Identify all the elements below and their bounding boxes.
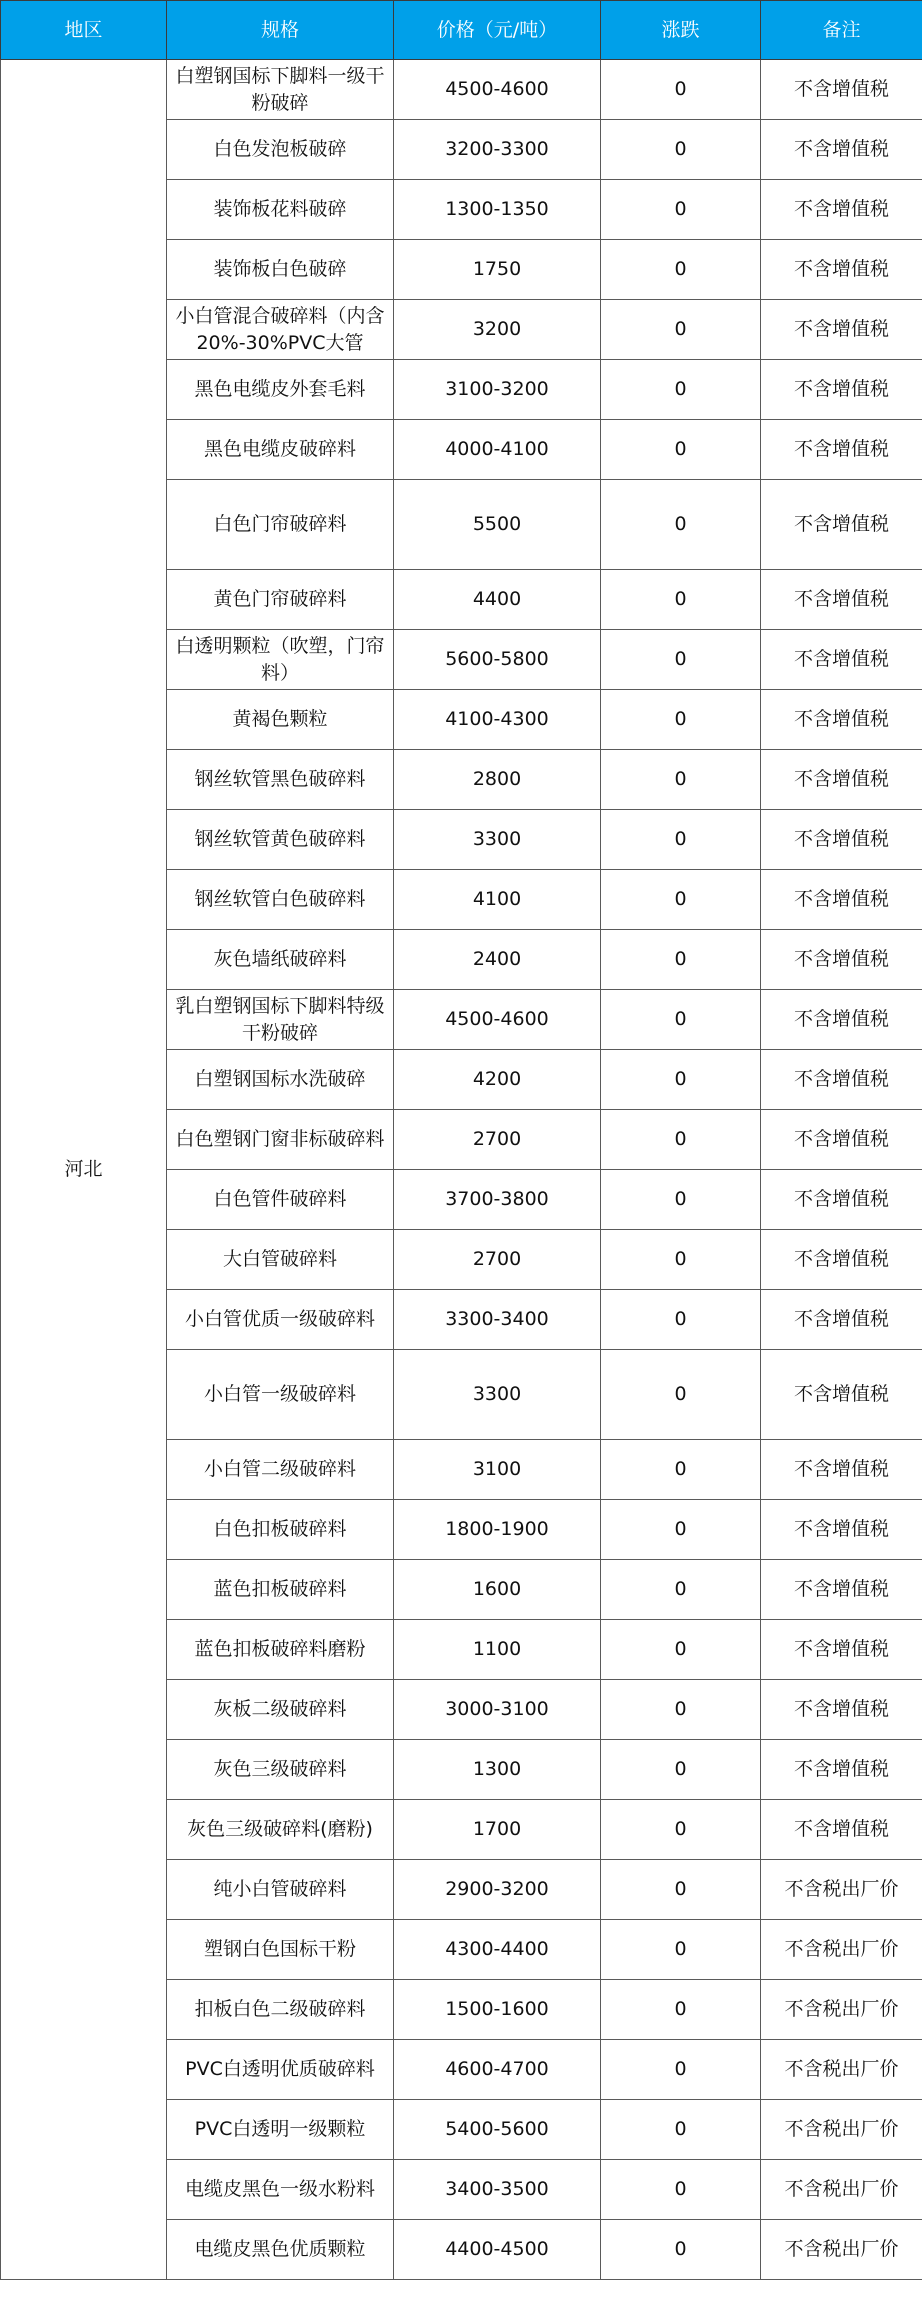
- price-cell: 4200: [394, 1050, 601, 1110]
- spec-text: 钢丝软管黑色破碎料: [194, 768, 366, 790]
- region-cell: 河北: [1, 60, 167, 2280]
- price-cell: 1300: [394, 1740, 601, 1800]
- change-cell: 0: [601, 1800, 761, 1860]
- spec-text: 小白管优质一级破碎料: [184, 1308, 375, 1330]
- note-cell: 不含增值税: [761, 60, 922, 120]
- price-cell: 3300-3400: [394, 1290, 601, 1350]
- change-cell: 0: [601, 180, 761, 240]
- spec-cell: [167, 1860, 394, 1920]
- change-cell: 0: [601, 120, 761, 180]
- spec-cell: [167, 1110, 394, 1170]
- note-cell: 不含增值税: [761, 1800, 922, 1860]
- note-cell: 不含增值税: [761, 1560, 922, 1620]
- price-cell: 4500-4600: [394, 60, 601, 120]
- spec-text: 白色管件破碎料: [213, 1188, 347, 1210]
- change-cell: 0: [601, 2100, 761, 2160]
- spec-text: 蓝色扣板破碎料磨粉: [194, 1638, 366, 1660]
- price-cell: 4600-4700: [394, 2040, 601, 2100]
- spec-cell: [167, 990, 394, 1050]
- change-cell: 0: [601, 1110, 761, 1170]
- spec-cell: [167, 240, 394, 300]
- price-cell: 4100-4300: [394, 690, 601, 750]
- price-cell: 4500-4600: [394, 990, 601, 1050]
- header-price: 价格（元/吨）: [394, 1, 601, 60]
- change-cell: 0: [601, 1920, 761, 1980]
- price-cell: 1300-1350: [394, 180, 601, 240]
- note-cell: 不含增值税: [761, 240, 922, 300]
- spec-text: 电缆皮黑色一级水粉料: [184, 2178, 375, 2200]
- spec-text: 白色发泡板破碎: [213, 138, 347, 160]
- spec-text: 黑色电缆皮外套毛料: [194, 378, 366, 400]
- spec-text: 纯小白管破碎料: [213, 1878, 347, 1900]
- price-cell: 3400-3500: [394, 2160, 601, 2220]
- price-cell: 1100: [394, 1620, 601, 1680]
- spec-cell: [167, 1170, 394, 1230]
- spec-cell: [167, 2220, 394, 2280]
- price-cell: 3000-3100: [394, 1680, 601, 1740]
- note-cell: 不含增值税: [761, 1170, 922, 1230]
- change-cell: 0: [601, 810, 761, 870]
- change-cell: 0: [601, 750, 761, 810]
- spec-text: 灰色三级破碎料: [213, 1758, 347, 1780]
- change-cell: 0: [601, 1170, 761, 1230]
- spec-cell: [167, 180, 394, 240]
- change-cell: 0: [601, 2160, 761, 2220]
- spec-text: PVC白透明优质破碎料: [185, 2058, 375, 2080]
- note-cell: 不含增值税: [761, 870, 922, 930]
- spec-text: 装饰板白色破碎: [213, 258, 347, 280]
- price-cell: 3200-3300: [394, 120, 601, 180]
- note-cell: 不含增值税: [761, 810, 922, 870]
- note-cell: 不含增值税: [761, 1500, 922, 1560]
- change-cell: 0: [601, 870, 761, 930]
- header-spec: 规格: [167, 1, 394, 60]
- note-cell: 不含增值税: [761, 1050, 922, 1110]
- note-cell: 不含增值税: [761, 930, 922, 990]
- price-cell: 3300: [394, 810, 601, 870]
- spec-text: 灰板二级破碎料: [213, 1698, 347, 1720]
- spec-text: 蓝色扣板破碎料: [213, 1578, 347, 1600]
- table-row: [1, 60, 922, 120]
- price-cell: 1500-1600: [394, 1980, 601, 2040]
- spec-text: 白色塑钢门窗非标破碎料: [175, 1128, 385, 1150]
- spec-cell: [167, 750, 394, 810]
- note-cell: 不含增值税: [761, 750, 922, 810]
- spec-cell: [167, 1050, 394, 1110]
- spec-cell: [167, 1620, 394, 1680]
- spec-text: 黑色电缆皮破碎料: [203, 438, 356, 460]
- note-cell: 不含增值税: [761, 120, 922, 180]
- note-cell: 不含增值税: [761, 990, 922, 1050]
- spec-cell: [167, 1980, 394, 2040]
- price-cell: 5600-5800: [394, 630, 601, 690]
- change-cell: 0: [601, 300, 761, 360]
- price-cell: 3200: [394, 300, 601, 360]
- change-cell: 0: [601, 360, 761, 420]
- spec-cell: [167, 630, 394, 690]
- price-cell: 5500: [394, 480, 601, 570]
- spec-cell: [167, 570, 394, 630]
- change-cell: 0: [601, 570, 761, 630]
- spec-text: 黄褐色颗粒: [232, 708, 328, 730]
- price-cell: 2700: [394, 1110, 601, 1170]
- price-cell: 5400-5600: [394, 2100, 601, 2160]
- note-cell: 不含增值税: [761, 180, 922, 240]
- change-cell: 0: [601, 990, 761, 1050]
- price-cell: 1750: [394, 240, 601, 300]
- spec-cell: [167, 420, 394, 480]
- price-cell: 2800: [394, 750, 601, 810]
- spec-text: 白色门帘破碎料: [213, 513, 347, 535]
- spec-text: 钢丝软管白色破碎料: [194, 888, 366, 910]
- spec-cell: [167, 1290, 394, 1350]
- price-cell: 4400-4500: [394, 2220, 601, 2280]
- spec-text: 白透明颗粒（吹塑，门帘料）: [175, 634, 385, 684]
- spec-cell: [167, 1680, 394, 1740]
- note-cell: 不含增值税: [761, 630, 922, 690]
- note-cell: 不含税出厂价: [761, 1980, 922, 2040]
- note-cell: 不含增值税: [761, 570, 922, 630]
- spec-cell: [167, 60, 394, 120]
- change-cell: 0: [601, 2220, 761, 2280]
- change-cell: 0: [601, 2040, 761, 2100]
- note-cell: 不含增值税: [761, 1740, 922, 1800]
- spec-cell: [167, 1920, 394, 1980]
- change-cell: 0: [601, 480, 761, 570]
- change-cell: 0: [601, 1740, 761, 1800]
- note-cell: 不含增值税: [761, 480, 922, 570]
- spec-text: 小白管二级破碎料: [203, 1458, 356, 1480]
- note-cell: 不含增值税: [761, 1620, 922, 1680]
- spec-cell: [167, 300, 394, 360]
- spec-text: 乳白塑钢国标下脚料特级干粉破碎: [175, 994, 385, 1044]
- header-region: 地区: [1, 1, 167, 60]
- table-body: [1, 60, 922, 2280]
- price-cell: 3300: [394, 1350, 601, 1440]
- note-cell: 不含增值税: [761, 690, 922, 750]
- header-change: 涨跌: [601, 1, 761, 60]
- spec-cell: [167, 120, 394, 180]
- price-cell: 3100-3200: [394, 360, 601, 420]
- change-cell: 0: [601, 1290, 761, 1350]
- spec-text: 灰色墙纸破碎料: [213, 948, 347, 970]
- change-cell: 0: [601, 1560, 761, 1620]
- spec-cell: [167, 1230, 394, 1290]
- note-cell: 不含税出厂价: [761, 2160, 922, 2220]
- spec-text: 大白管破碎料: [222, 1248, 337, 1270]
- change-cell: 0: [601, 1050, 761, 1110]
- note-cell: 不含增值税: [761, 420, 922, 480]
- spec-cell: [167, 1560, 394, 1620]
- spec-cell: [167, 1440, 394, 1500]
- spec-cell: [167, 870, 394, 930]
- spec-text: 电缆皮黑色优质颗粒: [194, 2238, 366, 2260]
- spec-cell: [167, 480, 394, 570]
- change-cell: 0: [601, 630, 761, 690]
- spec-cell: [167, 1350, 394, 1440]
- spec-cell: [167, 1500, 394, 1560]
- note-cell: 不含增值税: [761, 1680, 922, 1740]
- note-cell: 不含增值税: [761, 300, 922, 360]
- note-cell: 不含税出厂价: [761, 2040, 922, 2100]
- spec-cell: [167, 1740, 394, 1800]
- change-cell: 0: [601, 690, 761, 750]
- spec-cell: [167, 360, 394, 420]
- price-cell: 4000-4100: [394, 420, 601, 480]
- spec-cell: [167, 810, 394, 870]
- spec-text: 白塑钢国标水洗破碎: [194, 1068, 366, 1090]
- change-cell: 0: [601, 1680, 761, 1740]
- note-cell: 不含税出厂价: [761, 1860, 922, 1920]
- note-cell: 不含增值税: [761, 1350, 922, 1440]
- change-cell: 0: [601, 1860, 761, 1920]
- spec-text: 白塑钢国标下脚料一级干粉破碎: [175, 64, 385, 114]
- spec-cell: [167, 1800, 394, 1860]
- note-cell: 不含增值税: [761, 1110, 922, 1170]
- price-cell: 4400: [394, 570, 601, 630]
- change-cell: 0: [601, 240, 761, 300]
- price-cell: 2700: [394, 1230, 601, 1290]
- change-cell: 0: [601, 1440, 761, 1500]
- spec-cell: [167, 930, 394, 990]
- change-cell: 0: [601, 420, 761, 480]
- change-cell: 0: [601, 1500, 761, 1560]
- change-cell: 0: [601, 930, 761, 990]
- price-cell: 1600: [394, 1560, 601, 1620]
- change-cell: 0: [601, 1230, 761, 1290]
- note-cell: 不含税出厂价: [761, 2220, 922, 2280]
- spec-text: 扣板白色二级破碎料: [194, 1998, 366, 2020]
- spec-cell: [167, 2100, 394, 2160]
- spec-text: 黄色门帘破碎料: [213, 588, 347, 610]
- spec-text: PVC白透明一级颗粒: [194, 2118, 366, 2140]
- price-cell: 4100: [394, 870, 601, 930]
- price-cell: 3100: [394, 1440, 601, 1500]
- spec-cell: [167, 690, 394, 750]
- change-cell: 0: [601, 60, 761, 120]
- spec-text: 装饰板花料破碎: [213, 198, 347, 220]
- note-cell: 不含增值税: [761, 360, 922, 420]
- price-cell: 2900-3200: [394, 1860, 601, 1920]
- note-cell: 不含增值税: [761, 1230, 922, 1290]
- price-cell: 1800-1900: [394, 1500, 601, 1560]
- header-row: [1, 1, 922, 60]
- spec-text: 小白管一级破碎料: [203, 1383, 356, 1405]
- change-cell: 0: [601, 1350, 761, 1440]
- change-cell: 0: [601, 1980, 761, 2040]
- change-cell: 0: [601, 1620, 761, 1680]
- price-cell: 3700-3800: [394, 1170, 601, 1230]
- spec-text: 灰色三级破碎料(磨粉): [187, 1818, 373, 1840]
- note-cell: 不含税出厂价: [761, 1920, 922, 1980]
- spec-cell: [167, 2040, 394, 2100]
- note-cell: 不含税出厂价: [761, 2100, 922, 2160]
- note-cell: 不含增值税: [761, 1440, 922, 1500]
- spec-text: 小白管混合破碎料（内含20%-30%PVC大管: [175, 304, 385, 354]
- spec-cell: [167, 2160, 394, 2220]
- header-note: 备注: [761, 1, 922, 60]
- spec-text: 塑钢白色国标干粉: [203, 1938, 356, 1960]
- price-cell: 4300-4400: [394, 1920, 601, 1980]
- price-cell: 2400: [394, 930, 601, 990]
- note-cell: 不含增值税: [761, 1290, 922, 1350]
- spec-text: 钢丝软管黄色破碎料: [194, 828, 366, 850]
- price-cell: 1700: [394, 1800, 601, 1860]
- spec-text: 白色扣板破碎料: [213, 1518, 347, 1540]
